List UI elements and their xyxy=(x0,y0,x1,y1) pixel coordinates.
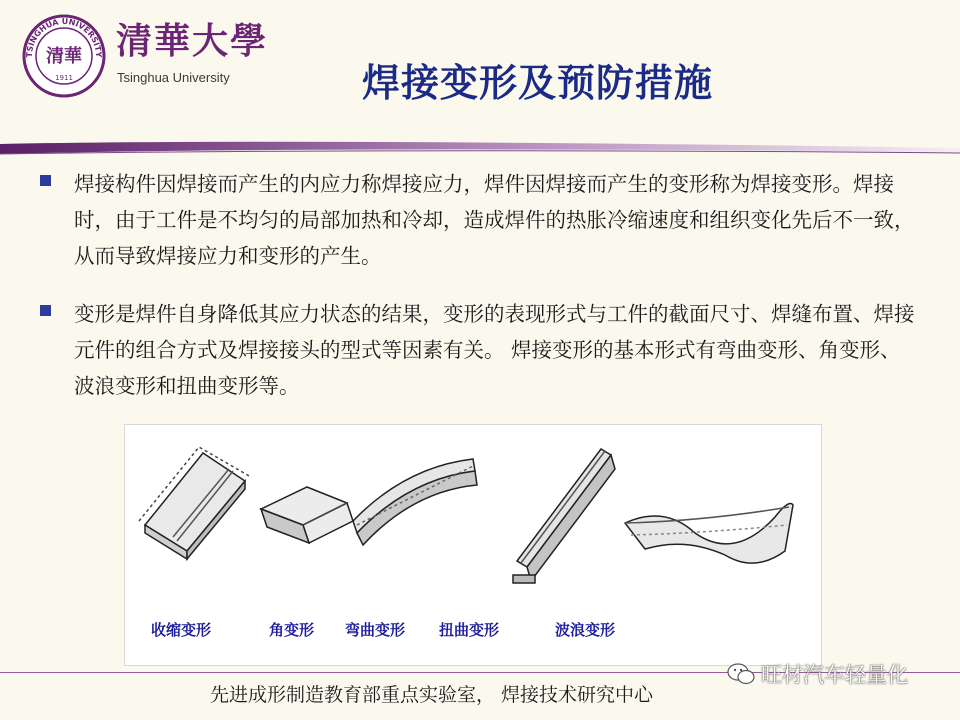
footer-text: 先进成形制造教育部重点实验室， 焊接技术研究中心 xyxy=(210,684,654,706)
wave-deformation-illustration xyxy=(625,504,793,564)
bullet-item xyxy=(36,166,916,274)
deformation-types-figure xyxy=(124,424,822,666)
shrinkage-deformation-illustration xyxy=(139,447,251,559)
bullet-square-icon xyxy=(40,305,51,316)
brand-english-name: Tsinghua University xyxy=(117,70,230,85)
figure-label-angular: 角变形 xyxy=(269,621,315,639)
bullet-text: 焊接构件因焊接而产生的内应力称焊接应力，焊件因焊接而产生的变形称为焊接变形。焊接时，由于工件是不均匀的局部加热和冷却，造成焊件的热胀冷缩速度和组织变化先后不一致，从而导致焊接应力和变形的产生。 xyxy=(74,172,915,268)
figure-label-bending: 弯曲变形 xyxy=(345,621,406,639)
bullet-list xyxy=(36,166,916,426)
bending-deformation-illustration xyxy=(353,459,477,545)
watermark xyxy=(727,654,937,694)
bullet-item xyxy=(36,296,916,404)
svg-text:清華: 清華 xyxy=(46,46,82,67)
bullet-square-icon xyxy=(40,175,51,186)
svg-text:TSINGHUA UNIVERSITY: TSINGHUA UNIVERSITY xyxy=(24,16,104,58)
watermark-text: 旺材汽车轻量化 xyxy=(761,663,908,687)
svg-text:1911: 1911 xyxy=(55,74,73,82)
figure-label-shrinkage: 收缩变形 xyxy=(151,621,212,639)
angular-deformation-illustration xyxy=(261,487,353,543)
wechat-icon xyxy=(727,662,755,686)
bullet-text: 变形是焊件自身降低其应力状态的结果，变形的表现形式与工件的截面尺寸、焊缝布置、焊接元件的组合方式及焊接接头的型式等因素有关。 焊接变形的基本形式有弯曲变形、角变形、波浪变形和扭曲变形等。 xyxy=(74,302,915,398)
header-swoosh-divider xyxy=(0,138,960,160)
page-title: 焊接变形及预防措施 xyxy=(362,61,714,105)
figure-label-wave: 波浪变形 xyxy=(555,621,616,639)
twisting-deformation-illustration xyxy=(513,449,615,583)
brand-chinese-name: 清華大學 xyxy=(116,20,269,62)
figure-label-twisting: 扭曲变形 xyxy=(439,621,500,639)
tsinghua-seal-logo xyxy=(22,14,106,98)
